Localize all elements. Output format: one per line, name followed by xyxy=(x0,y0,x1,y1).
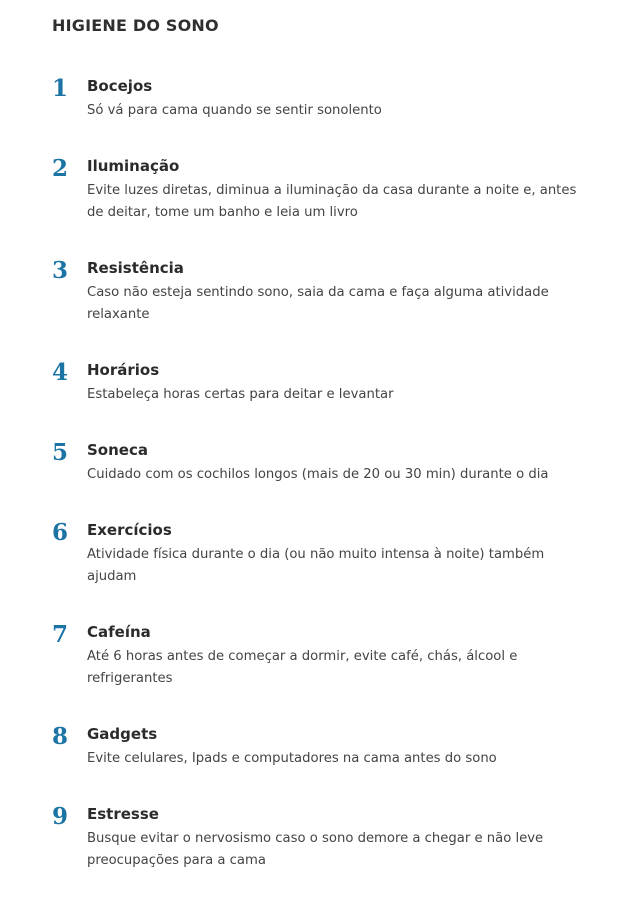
item-body xyxy=(87,256,577,326)
item-title: Resistência xyxy=(87,259,184,277)
item-title: Bocejos xyxy=(87,77,153,95)
item-body xyxy=(87,74,577,122)
item-number: 4 xyxy=(52,359,69,386)
item-title: Cafeína xyxy=(87,623,151,641)
item-title: Estresse xyxy=(87,805,159,823)
page-title: HIGIENE DO SONO xyxy=(52,16,219,35)
item-body xyxy=(87,154,577,224)
item-title: Iluminação xyxy=(87,157,180,175)
item-number: 7 xyxy=(52,621,69,648)
item-description: Até 6 horas antes de começar a dormir, evite café, chás, álcool e refrigerantes xyxy=(87,649,518,686)
item-body xyxy=(87,438,577,486)
item-number: 3 xyxy=(52,257,69,284)
item-number: 2 xyxy=(52,155,69,182)
item-description: Evite celulares, Ipads e computadores na cama antes do sono xyxy=(87,751,497,766)
item-description: Estabeleça horas certas para deitar e levantar xyxy=(87,387,394,402)
item-description: Só vá para cama quando se sentir sonolento xyxy=(87,103,382,118)
item-description: Caso não esteja sentindo sono, saia da cama e faça alguma atividade relaxante xyxy=(87,285,549,322)
item-title: Soneca xyxy=(87,441,148,459)
item-body xyxy=(87,620,577,690)
item-number: 5 xyxy=(52,439,69,466)
item-title: Horários xyxy=(87,361,160,379)
item-body xyxy=(87,802,577,872)
item-number: 9 xyxy=(52,803,69,830)
item-description: Atividade física durante o dia (ou não muito intensa à noite) também ajudam xyxy=(87,547,545,584)
item-body xyxy=(87,518,577,588)
item-body xyxy=(87,358,577,406)
item-description: Cuidado com os cochilos longos (mais de 20 ou 30 min) durante o dia xyxy=(87,467,549,482)
item-title: Exercícios xyxy=(87,521,172,539)
item-number: 6 xyxy=(52,519,69,546)
item-number: 8 xyxy=(52,723,69,750)
item-description: Busque evitar o nervosismo caso o sono demore a chegar e não leve preocupações para a cama xyxy=(87,831,544,868)
item-description: Evite luzes diretas, diminua a iluminação da casa durante a noite e, antes de deitar, tome um banho e leia um livro xyxy=(87,183,577,220)
item-body xyxy=(87,722,577,770)
item-number: 1 xyxy=(52,75,69,102)
item-title: Gadgets xyxy=(87,725,158,743)
